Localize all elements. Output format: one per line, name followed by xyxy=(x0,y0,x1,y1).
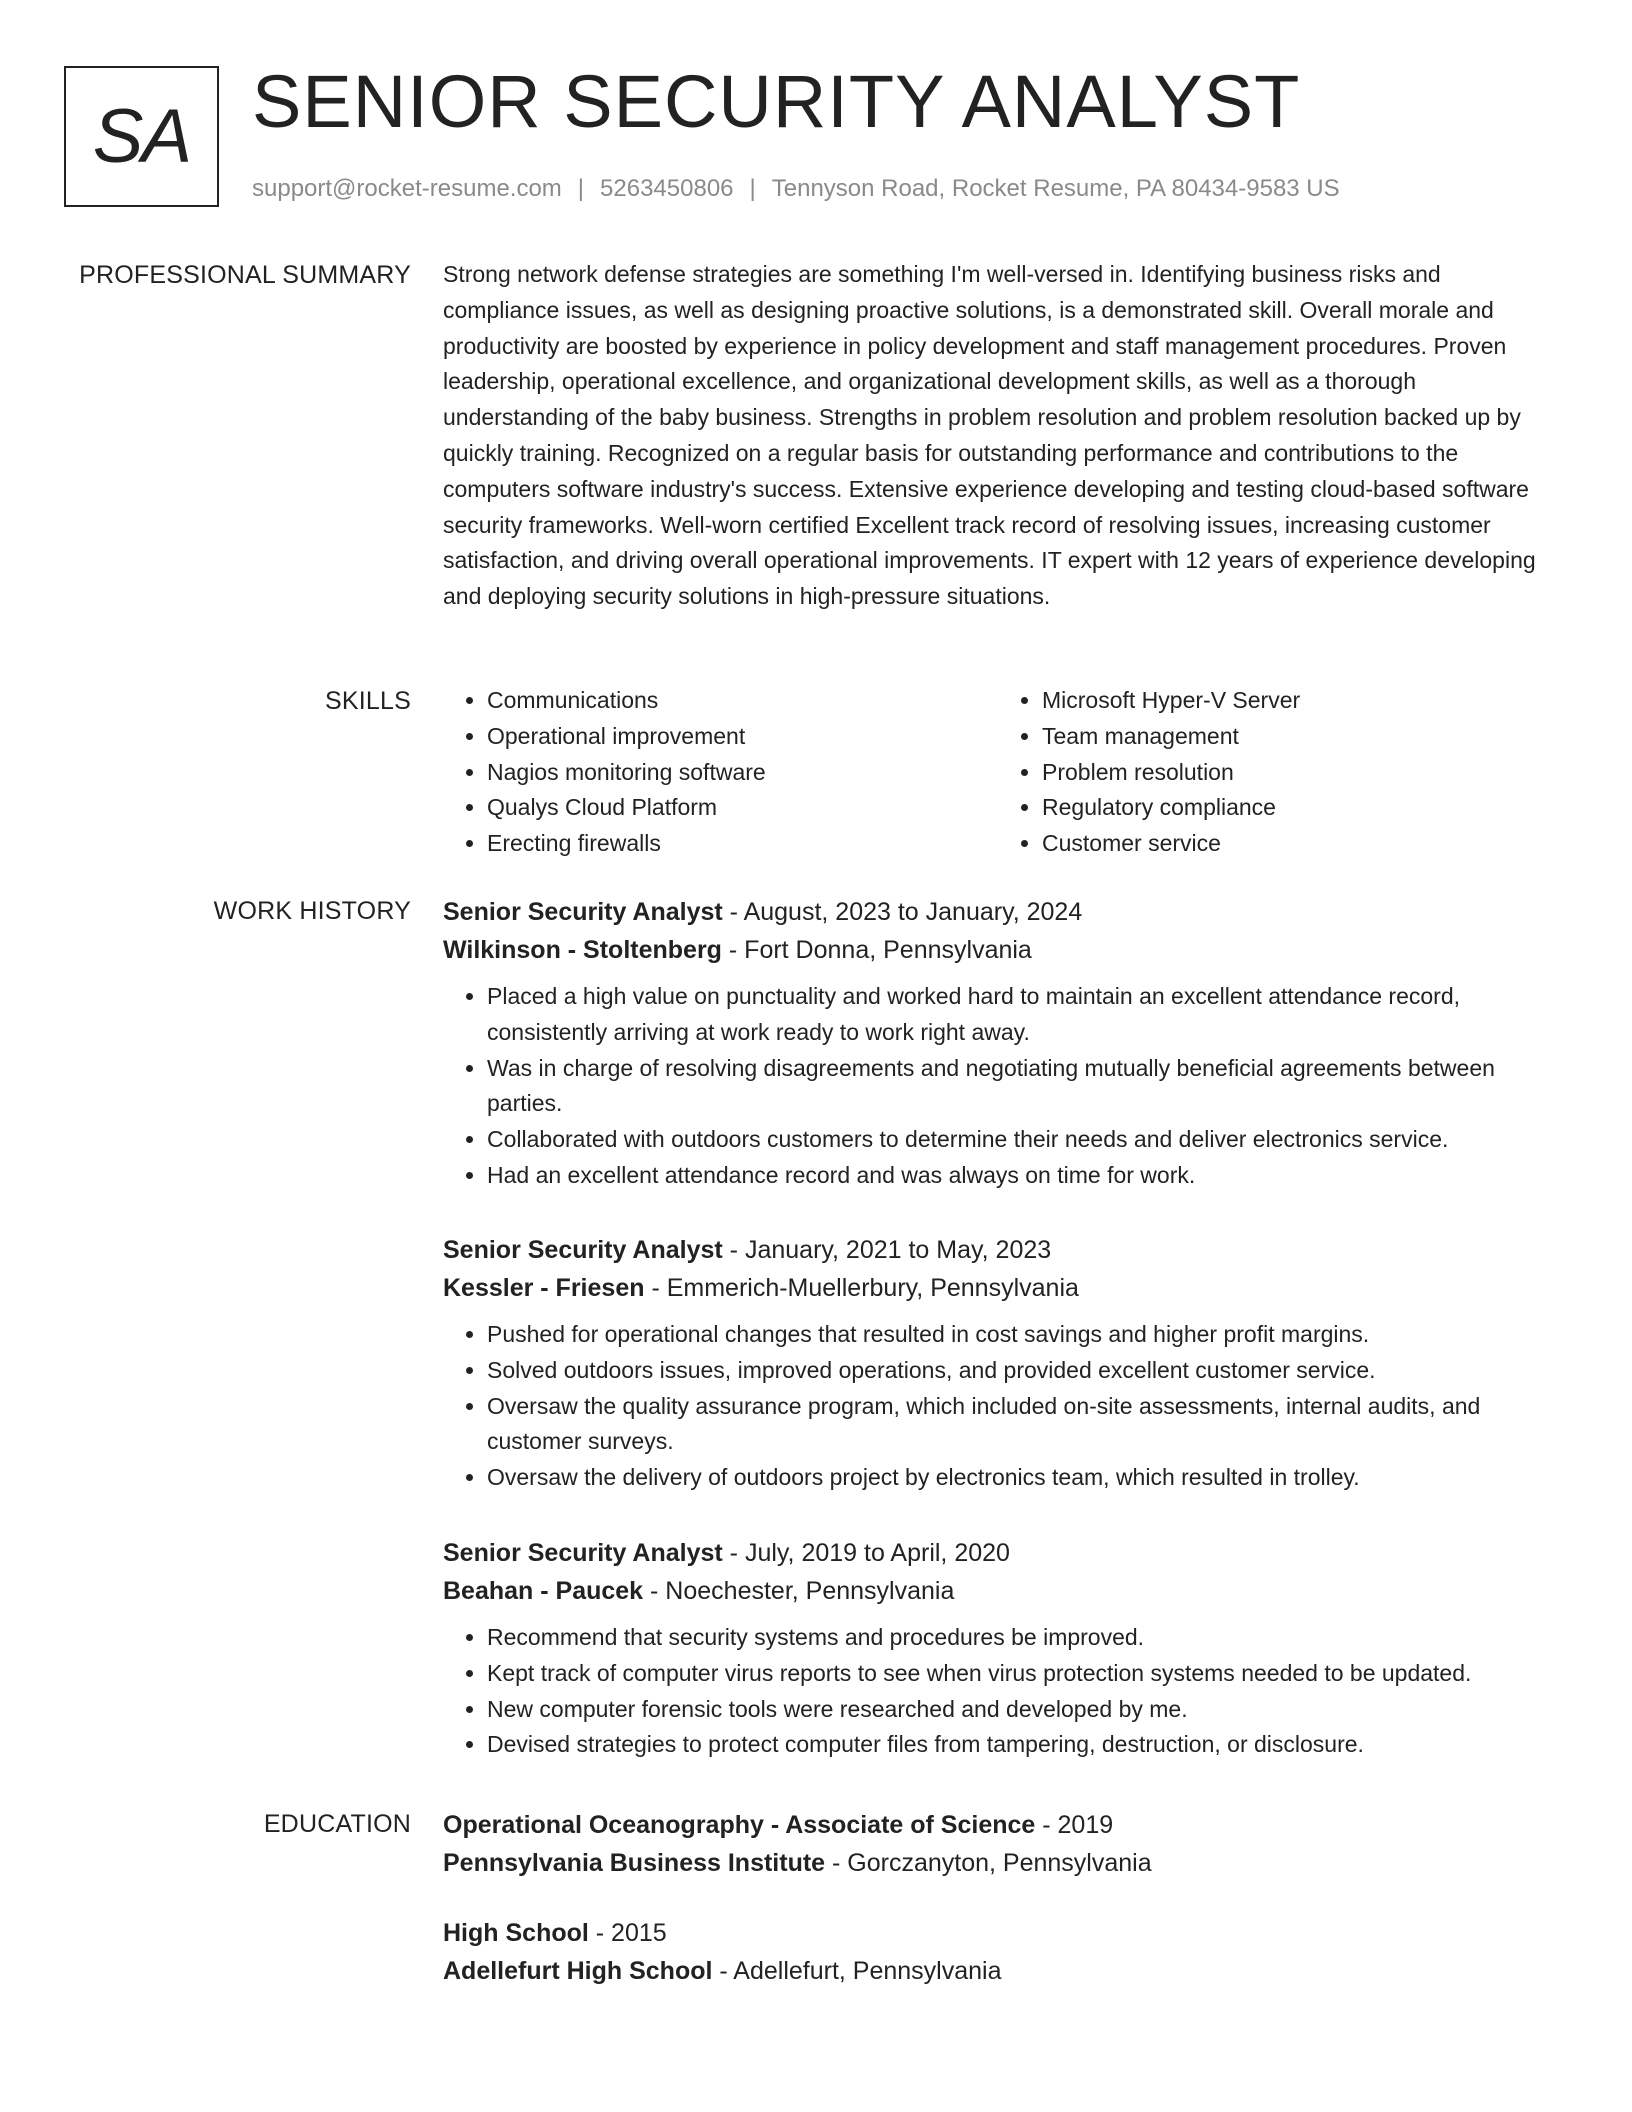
job-bullets xyxy=(443,979,1553,1194)
job-bullets xyxy=(443,1620,1553,1763)
job-title: Senior Security Analyst xyxy=(443,1236,723,1264)
school: Pennsylvania Business Institute xyxy=(443,1849,826,1877)
job-dates: - July, 2019 to April, 2020 xyxy=(722,1539,1010,1567)
job-company-line xyxy=(443,1572,1553,1610)
job-title: Senior Security Analyst xyxy=(443,898,723,926)
job-bullet: • Placed a high value on punctuality and worked hard to maintain an excellent attendance record, consistently arriving at work ready to work right away. xyxy=(487,979,1553,1051)
job-bullet: • New computer forensic tools were researched and developed by me. xyxy=(487,1692,1553,1728)
job-location: - Fort Donna, Pennsylvania xyxy=(721,936,1032,964)
skill-item: • Problem resolution xyxy=(1042,755,1553,791)
job-company-line xyxy=(443,1269,1553,1307)
skill-item: • Erecting firewalls xyxy=(487,826,998,862)
work-history-heading: WORK HISTORY xyxy=(213,897,411,925)
degree-line xyxy=(443,1806,1553,1844)
summary-text: Strong network defense strategies are something I'm well-versed in. Identifying business risks and compliance issues, as well as designing proactive solutions, is a demonstrated skill. Overall morale and productivity are boosted by experience in policy development and staff management procedures. Proven leadership, operational excellence, and organizational development skills, as well as a thorough understanding of the baby business. Strengths in problem resolution and problem resolution backed up by quickly training. Recognized on a regular basis for outstanding performance and contributions to the computers software industry's success. Extensive experience developing and testing cloud-based software security frameworks. Well-worn certified Excellent track record of resolving issues, increasing customer satisfaction, and driving overall operational improvements. IT expert with 12 years of experience developing and deploying security solutions in high-pressure situations. xyxy=(443,261,1536,610)
skills-list-left xyxy=(443,683,998,862)
contact-line xyxy=(252,173,1340,205)
job-bullet: • Was in charge of resolving disagreements and negotiating mutually beneficial agreements between parties. xyxy=(487,1051,1553,1123)
job-title: Senior Security Analyst xyxy=(443,1539,723,1567)
job-company-line xyxy=(443,931,1553,969)
summary-body xyxy=(443,257,1553,615)
monogram-box xyxy=(64,66,219,207)
job-entry xyxy=(443,1231,1553,1496)
skills-body xyxy=(443,683,1553,862)
job-bullet: • Devised strategies to protect computer files from tampering, destruction, or disclosure. xyxy=(487,1727,1553,1763)
job-bullet: • Oversaw the quality assurance program, which included on-site assessments, internal audits, and customer surveys. xyxy=(487,1389,1553,1461)
school-location: - Adellefurt, Pennsylvania xyxy=(712,1957,1002,1985)
job-company: Beahan - Paucek xyxy=(443,1577,644,1605)
school-line xyxy=(443,1952,1553,1990)
skills-heading: SKILLS xyxy=(325,687,411,715)
job-bullet: • Had an excellent attendance record and was always on time for work. xyxy=(487,1158,1553,1194)
skill-item: • Qualys Cloud Platform xyxy=(487,790,998,826)
summary-heading: PROFESSIONAL SUMMARY xyxy=(79,261,411,289)
job-bullet: • Solved outdoors issues, improved operations, and provided excellent customer service. xyxy=(487,1353,1553,1389)
job-dates: - January, 2021 to May, 2023 xyxy=(722,1236,1052,1264)
job-location: - Noechester, Pennsylvania xyxy=(643,1577,955,1605)
job-bullet: • Recommend that security systems and procedures be improved. xyxy=(487,1620,1553,1656)
education-entry xyxy=(443,1914,1553,1990)
school: Adellefurt High School xyxy=(443,1957,713,1985)
education-entry xyxy=(443,1806,1553,1882)
job-title-line xyxy=(443,1534,1553,1572)
job-entry xyxy=(443,893,1553,1194)
job-company: Kessler - Friesen xyxy=(443,1274,645,1302)
contact-phone[interactable]: 5263450806 xyxy=(600,175,734,202)
degree-year: - 2015 xyxy=(588,1919,667,1947)
degree-year: - 2019 xyxy=(1035,1811,1114,1839)
school-location: - Gorczanyton, Pennsylvania xyxy=(825,1849,1152,1877)
contact-email[interactable]: support@rocket-resume.com xyxy=(252,175,562,202)
job-bullet: • Collaborated with outdoors customers to determine their needs and deliver electronics service. xyxy=(487,1122,1553,1158)
skill-item: • Team management xyxy=(1042,719,1553,755)
job-bullet: • Pushed for operational changes that resulted in cost savings and higher profit margins. xyxy=(487,1317,1553,1353)
skill-item: • Nagios monitoring software xyxy=(487,755,998,791)
skills-list-right xyxy=(998,683,1553,862)
job-entry xyxy=(443,1534,1553,1763)
job-bullet: • Kept track of computer virus reports to see when virus protection systems needed to be updated. xyxy=(487,1656,1553,1692)
skill-item: • Communications xyxy=(487,683,998,719)
skill-item: • Operational improvement xyxy=(487,719,998,755)
job-location: - Emmerich-Muellerbury, Pennsylvania xyxy=(644,1274,1079,1302)
education-heading: EDUCATION xyxy=(263,1810,411,1838)
degree: Operational Oceanography - Associate of Science xyxy=(443,1811,1036,1839)
job-bullets xyxy=(443,1317,1553,1496)
skill-item: • Microsoft Hyper-V Server xyxy=(1042,683,1553,719)
job-company: Wilkinson - Stoltenberg xyxy=(443,936,722,964)
degree-line xyxy=(443,1914,1553,1952)
contact-separator: | xyxy=(749,175,756,202)
school-line xyxy=(443,1844,1553,1882)
job-dates: - August, 2023 to January, 2024 xyxy=(722,898,1083,926)
job-title-line xyxy=(443,893,1553,931)
contact-address: Tennyson Road, Rocket Resume, PA 80434-9583 US xyxy=(771,175,1340,202)
skill-item: • Customer service xyxy=(1042,826,1553,862)
job-bullet: • Oversaw the delivery of outdoors project by electronics team, which resulted in trolley. xyxy=(487,1460,1553,1496)
contact-separator: | xyxy=(577,175,585,202)
resume-title: SENIOR SECURITY ANALYST xyxy=(252,60,1301,143)
degree: High School xyxy=(443,1919,589,1947)
monogram-initials: SA xyxy=(92,94,191,179)
skills-grid xyxy=(443,683,1553,862)
job-title-line xyxy=(443,1231,1553,1269)
skill-item: • Regulatory compliance xyxy=(1042,790,1553,826)
